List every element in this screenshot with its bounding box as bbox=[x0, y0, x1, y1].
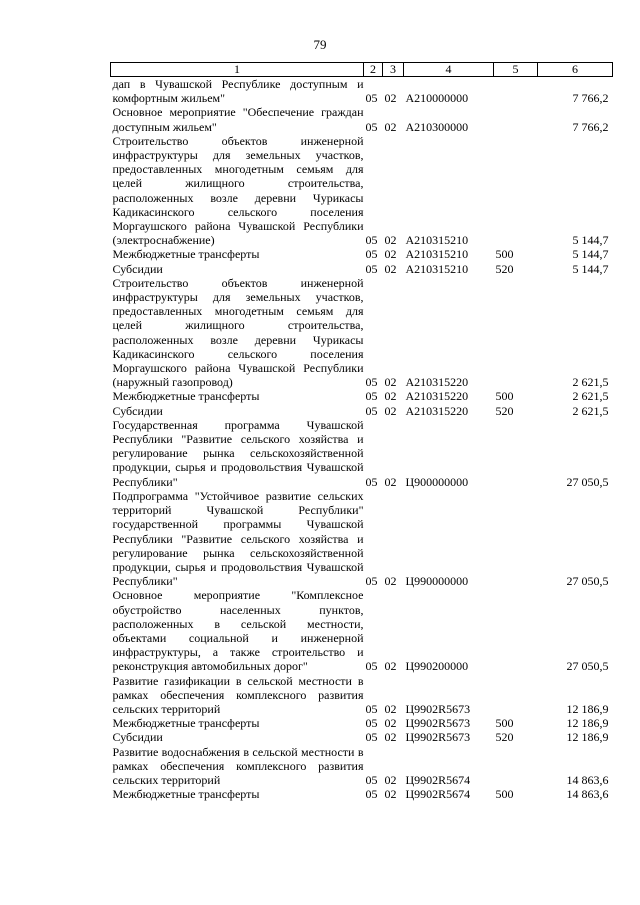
row-name: Субсидии bbox=[112, 730, 163, 745]
row-amount: 2 621,5 bbox=[572, 403, 609, 418]
column-header: 5 bbox=[494, 63, 538, 77]
row-target-code: A210315220 bbox=[405, 375, 469, 390]
table-row bbox=[111, 787, 613, 801]
table-row bbox=[111, 418, 613, 489]
row-target-code: A210315220 bbox=[405, 403, 469, 418]
row-name: Подпрограмма "Устойчивое развитие сельских территорий Чувашской Республики" государственной программы Чувашской Республики "Развитие сельского хозяйства и регулирование рынка сельскохозяйственной продукции, сырья и продовольствия Чувашской Республики" bbox=[112, 488, 364, 589]
row-subsection: 02 bbox=[384, 716, 397, 731]
row-amount: 2 621,5 bbox=[572, 375, 609, 390]
row-name: Строительство объектов инженерной инфраструктуры для земельных участков, предоставленных многодетным семьям для целей жилищного строительства, расположенных возле деревни Чурикасы Кадикасинского сельского поселения Моргаушского района Чувашской Республики (электроснабжение) bbox=[112, 133, 364, 248]
row-target-code: Ц9902R5673 bbox=[405, 701, 471, 716]
row-section: 05 bbox=[365, 233, 378, 248]
row-target-code: Ц9902R5674 bbox=[405, 772, 471, 787]
row-subsection: 02 bbox=[384, 233, 397, 248]
row-subsection: 02 bbox=[384, 375, 397, 390]
row-section: 05 bbox=[365, 91, 378, 106]
row-subsection: 02 bbox=[384, 701, 397, 716]
row-amount: 5 144,7 bbox=[572, 233, 609, 248]
row-target-code: Ц990000000 bbox=[405, 574, 469, 589]
row-expense-type: 520 bbox=[495, 261, 514, 276]
row-target-code: A210315220 bbox=[405, 389, 469, 404]
row-section: 05 bbox=[365, 659, 378, 674]
row-expense-type bbox=[494, 105, 538, 133]
row-name: Государственная программа Чувашской Республики "Развитие сельского хозяйства и регулирование рынка сельскохозяйственной продукции, сырья и продовольствия Чувашской Республики" bbox=[112, 417, 364, 489]
row-name: Межбюджетные трансферты bbox=[112, 389, 260, 404]
row-amount: 5 144,7 bbox=[572, 261, 609, 276]
row-target-code: A210000000 bbox=[405, 91, 469, 106]
table-row bbox=[111, 716, 613, 730]
row-expense-type bbox=[494, 418, 538, 489]
column-header: 2 bbox=[364, 63, 383, 77]
row-amount: 12 186,9 bbox=[566, 701, 609, 716]
table-row bbox=[111, 404, 613, 418]
column-header: 1 bbox=[111, 63, 364, 77]
row-target-code: A210300000 bbox=[405, 119, 469, 134]
row-name: Основное мероприятие "Комплексное обустройство населенных пунктов, расположенных в сельской местности, объектами социальной и инженерной инфраструктуры, а также строительство и реконструкция автомобильных дорог" bbox=[112, 588, 364, 674]
row-section: 05 bbox=[365, 730, 378, 745]
table-header-row bbox=[111, 63, 613, 77]
row-subsection: 02 bbox=[384, 474, 397, 489]
row-amount: 14 863,6 bbox=[566, 772, 609, 787]
row-amount: 5 144,7 bbox=[572, 247, 609, 262]
column-header: 4 bbox=[404, 63, 494, 77]
row-subsection: 02 bbox=[384, 247, 397, 262]
row-target-code: A210315210 bbox=[405, 261, 469, 276]
row-expense-type bbox=[494, 588, 538, 673]
row-amount: 12 186,9 bbox=[566, 730, 609, 745]
row-target-code: A210315210 bbox=[405, 233, 469, 248]
row-section: 05 bbox=[365, 787, 378, 802]
table-row bbox=[111, 77, 613, 106]
row-expense-type: 500 bbox=[495, 247, 514, 262]
row-section: 05 bbox=[365, 375, 378, 390]
row-expense-type bbox=[494, 489, 538, 588]
table-row bbox=[111, 588, 613, 673]
row-section: 05 bbox=[365, 574, 378, 589]
table-row bbox=[111, 262, 613, 276]
row-expense-type bbox=[494, 276, 538, 390]
row-name: Межбюджетные трансферты bbox=[112, 787, 260, 802]
row-target-code: A210315210 bbox=[405, 247, 469, 262]
row-name: Межбюджетные трансферты bbox=[112, 716, 260, 731]
row-name: Субсидии bbox=[112, 261, 163, 276]
row-target-code: Ц9902R5673 bbox=[405, 730, 471, 745]
row-subsection: 02 bbox=[384, 787, 397, 802]
row-subsection: 02 bbox=[384, 403, 397, 418]
row-expense-type bbox=[494, 674, 538, 717]
row-expense-type bbox=[494, 77, 538, 106]
row-amount: 14 863,6 bbox=[566, 787, 609, 802]
row-section: 05 bbox=[365, 772, 378, 787]
row-target-code: Ц990200000 bbox=[405, 659, 469, 674]
row-amount: 2 621,5 bbox=[572, 389, 609, 404]
row-section: 05 bbox=[365, 474, 378, 489]
row-section: 05 bbox=[365, 403, 378, 418]
row-expense-type bbox=[494, 134, 538, 248]
row-subsection: 02 bbox=[384, 389, 397, 404]
row-subsection: 02 bbox=[384, 772, 397, 787]
row-name: Субсидии bbox=[112, 403, 163, 418]
row-name: Строительство объектов инженерной инфраструктуры для земельных участков, предоставленных многодетным семьям для целей жилищного строительства, расположенных возле деревни Чурикасы Кадикасинского сельского поселения Моргаушского района Чувашской Республики (наружный газопровод) bbox=[112, 275, 364, 390]
column-header: 6 bbox=[538, 63, 613, 77]
table-row bbox=[111, 247, 613, 261]
row-section: 05 bbox=[365, 701, 378, 716]
row-amount: 7 766,2 bbox=[572, 119, 609, 134]
row-section: 05 bbox=[365, 389, 378, 404]
row-amount: 27 050,5 bbox=[566, 474, 609, 489]
row-subsection: 02 bbox=[384, 119, 397, 134]
row-target-code: Ц9902R5673 bbox=[405, 716, 471, 731]
row-target-code: Ц900000000 bbox=[405, 474, 469, 489]
page-number: 79 bbox=[313, 37, 327, 52]
row-expense-type: 500 bbox=[495, 716, 514, 731]
row-target-code: Ц9902R5674 bbox=[405, 787, 471, 802]
row-expense-type: 500 bbox=[495, 389, 514, 404]
table-row bbox=[111, 730, 613, 744]
row-amount: 7 766,2 bbox=[572, 91, 609, 106]
row-subsection: 02 bbox=[384, 261, 397, 276]
row-expense-type: 500 bbox=[495, 787, 514, 802]
row-expense-type: 520 bbox=[495, 403, 514, 418]
row-subsection: 02 bbox=[384, 91, 397, 106]
row-amount: 12 186,9 bbox=[566, 716, 609, 731]
table-row bbox=[111, 674, 613, 717]
table-row bbox=[111, 134, 613, 248]
row-name: дап в Чувашской Республике доступным и комфортным жильем" bbox=[112, 77, 364, 106]
table-row bbox=[111, 489, 613, 588]
row-name: Межбюджетные трансферты bbox=[112, 247, 260, 262]
row-expense-type bbox=[494, 745, 538, 788]
table-row bbox=[111, 276, 613, 390]
table-row bbox=[111, 105, 613, 133]
row-section: 05 bbox=[365, 261, 378, 276]
row-name: Развитие водоснабжения в сельской местности в рамках обеспечения комплексного развития сельских территорий bbox=[112, 744, 364, 787]
row-section: 05 bbox=[365, 119, 378, 134]
row-section: 05 bbox=[365, 247, 378, 262]
row-subsection: 02 bbox=[384, 574, 397, 589]
table-row bbox=[111, 745, 613, 788]
row-section: 05 bbox=[365, 716, 378, 731]
row-subsection: 02 bbox=[384, 659, 397, 674]
row-amount: 27 050,5 bbox=[566, 574, 609, 589]
column-header: 3 bbox=[383, 63, 404, 77]
row-expense-type: 520 bbox=[495, 730, 514, 745]
row-amount: 27 050,5 bbox=[566, 659, 609, 674]
row-subsection: 02 bbox=[384, 730, 397, 745]
row-name: Основное мероприятие "Обеспечение граждан доступным жильем" bbox=[112, 105, 364, 134]
table-row bbox=[111, 389, 613, 403]
row-name: Развитие газификации в сельской местности в рамках обеспечения комплексного развития сельских территорий bbox=[112, 673, 364, 716]
budget-table bbox=[110, 62, 613, 801]
